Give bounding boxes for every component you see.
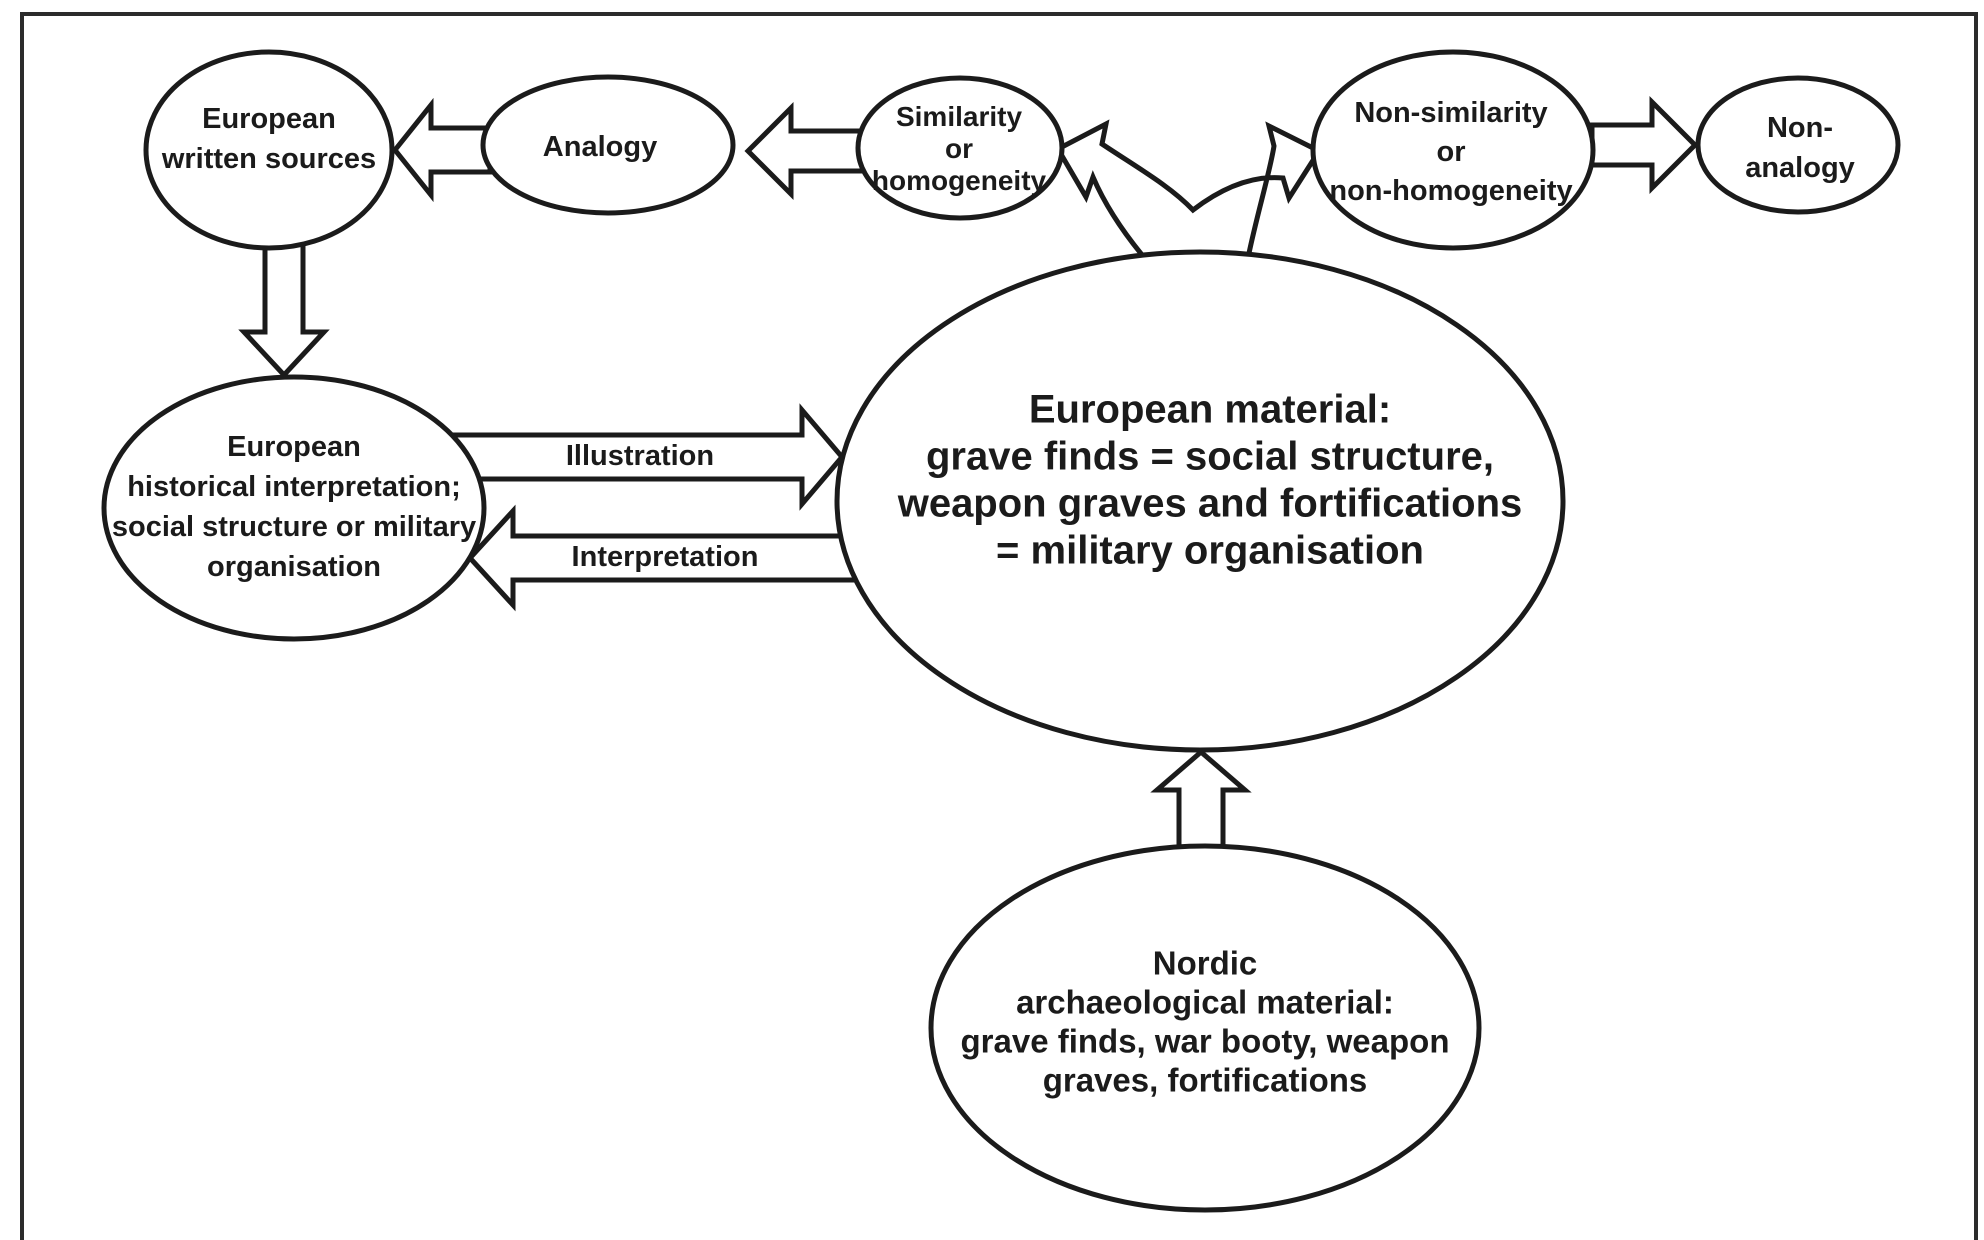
node-similarity-label: Similarity or homogeneity: [871, 100, 1047, 196]
node-european-historical-interpretation: [104, 377, 484, 639]
arrow-nordic-material-to-european-material: [1157, 752, 1245, 854]
node-non-analogy: [1698, 78, 1898, 212]
node-european-historical-interpretation-label: European historical interpretation; social structure or military organisation: [111, 431, 477, 583]
arrow-similarity-to-analogy: [748, 108, 866, 194]
arrow-nonsimilarity-to-nonanalogy: [1592, 102, 1695, 188]
edge-label-illustration: Illustration: [565, 440, 715, 472]
node-european-written-sources-label: European written sources: [161, 103, 377, 175]
node-non-analogy-label: Non-analogy: [1745, 112, 1855, 184]
arrow-written-sources-to-historical-interpretation: [244, 242, 324, 375]
arrow-analogy-to-european-written-sources: [395, 105, 490, 195]
arrow-fork-european-material-to-similarity-and-nonsimilarity: [1058, 124, 1319, 262]
edge-label-interpretation: Interpretation: [571, 541, 759, 573]
node-non-similarity-label: Non-similarity or non-homogeneity: [1329, 97, 1573, 207]
node-nordic-archaeological-material-label: Nordic archaeological material: grave finds, war booty, weapon graves, fortifications: [960, 944, 1450, 1098]
node-european-material-label: European material: grave finds = social structure, weapon graves and fortifications = military organisation: [897, 387, 1523, 573]
node-analogy-label: Analogy: [542, 131, 658, 163]
